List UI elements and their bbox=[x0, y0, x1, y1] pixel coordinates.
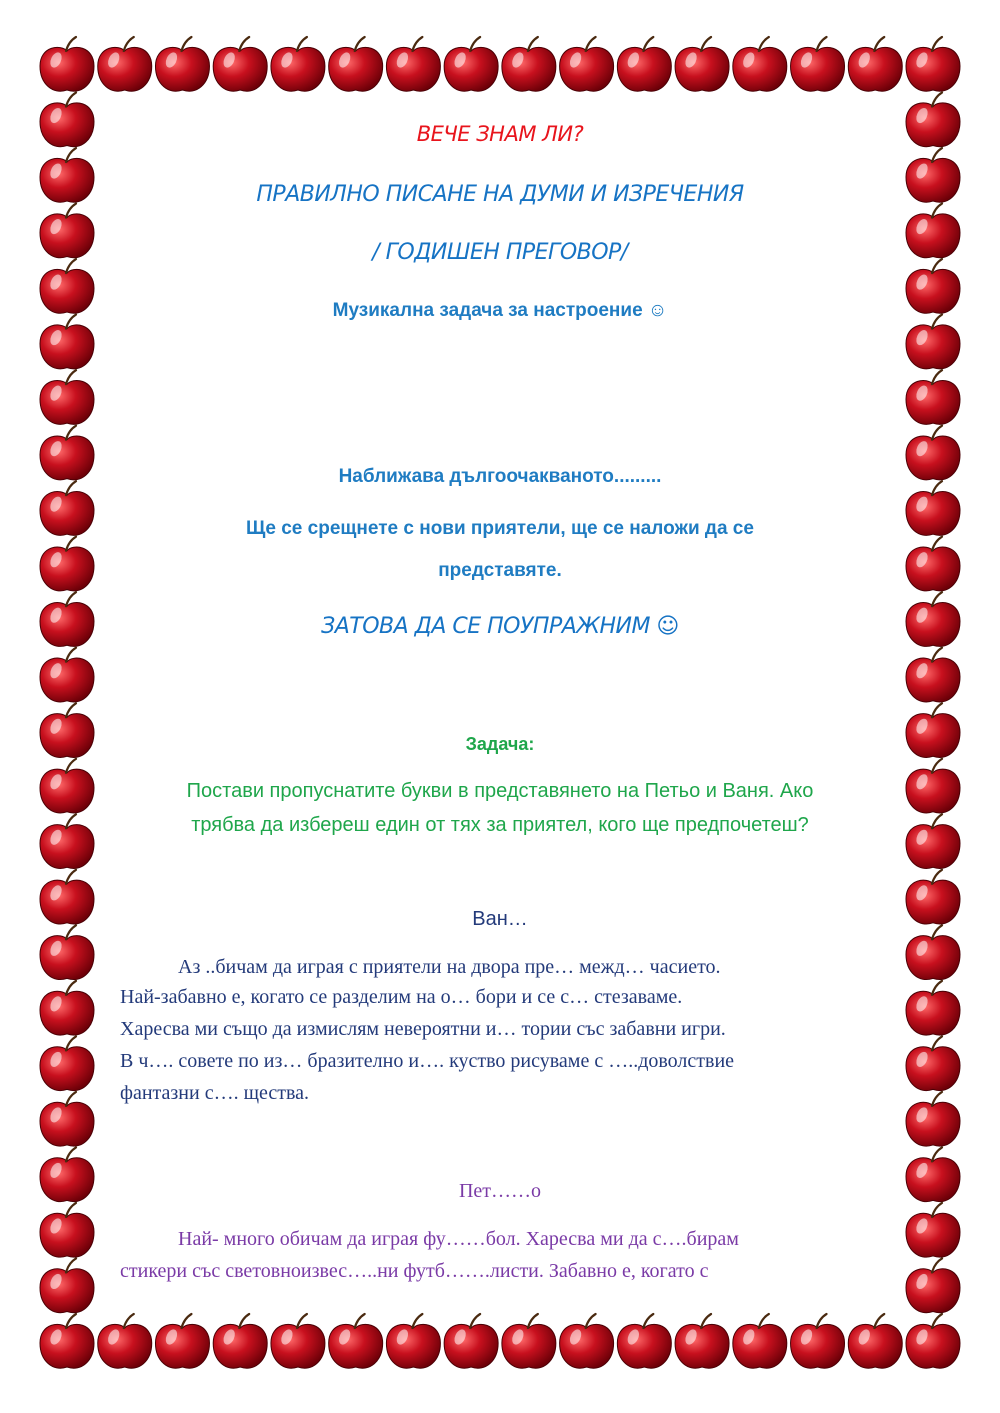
apple-icon bbox=[40, 703, 94, 757]
apple-icon bbox=[155, 37, 209, 91]
vanya-text-line: фантазни с…. щества. bbox=[120, 1082, 310, 1104]
apple-icon bbox=[502, 1314, 556, 1368]
apple-icon bbox=[40, 870, 94, 924]
petyo-heading: Пет……о bbox=[458, 1180, 542, 1202]
apple-icon bbox=[40, 148, 94, 202]
petyo-text-line: стикери със световноизвес…..ни футб…….листи. Забавно е, когато с bbox=[120, 1260, 709, 1282]
apple-icon bbox=[40, 537, 94, 591]
apple-icon bbox=[906, 1203, 960, 1257]
apple-icon bbox=[40, 481, 94, 535]
task-line-2: трябва да избереш един от тях за приятел, кого ще предпочетеш? bbox=[191, 814, 809, 836]
apple-icon bbox=[848, 37, 902, 91]
apple-icon bbox=[40, 1203, 94, 1257]
task-label: Задача: bbox=[465, 734, 535, 754]
intro-line-2: Ще се срещнете с нови приятели, ще се наложи да се bbox=[246, 518, 754, 539]
apple-icon bbox=[906, 1092, 960, 1146]
apple-icon bbox=[906, 148, 960, 202]
apple-icon bbox=[40, 1036, 94, 1090]
apple-icon bbox=[906, 759, 960, 813]
apple-icon bbox=[386, 1314, 440, 1368]
apple-icon bbox=[906, 370, 960, 424]
apple-icon bbox=[906, 1036, 960, 1090]
apple-icon bbox=[98, 1314, 152, 1368]
apple-icon bbox=[733, 37, 787, 91]
apple-icon bbox=[906, 1258, 960, 1312]
apple-icon bbox=[906, 37, 960, 91]
apple-icon bbox=[155, 1314, 209, 1368]
apple-icon bbox=[40, 93, 94, 147]
apple-icon bbox=[40, 759, 94, 813]
apple-icon bbox=[40, 370, 94, 424]
apple-icon bbox=[733, 1314, 787, 1368]
apple-icon bbox=[617, 37, 671, 91]
intro-line-1: Наближава дългоочакваното......... bbox=[338, 466, 662, 487]
apple-icon bbox=[386, 37, 440, 91]
apple-icon bbox=[213, 1314, 267, 1368]
apple-icon bbox=[906, 481, 960, 535]
apple-icon bbox=[906, 204, 960, 258]
apple-icon bbox=[906, 814, 960, 868]
apple-icon bbox=[213, 37, 267, 91]
subtitle: ПРАВИЛНО ПИСАНЕ НА ДУМИ И ИЗРЕЧЕНИЯ bbox=[256, 182, 744, 207]
apple-icon bbox=[40, 37, 94, 91]
apple-icon bbox=[906, 315, 960, 369]
apple-icon bbox=[906, 1314, 960, 1368]
apple-icon bbox=[791, 37, 845, 91]
apple-icon bbox=[848, 1314, 902, 1368]
apple-icon bbox=[40, 925, 94, 979]
apple-icon bbox=[906, 925, 960, 979]
apple-icon bbox=[906, 259, 960, 313]
apple-icon bbox=[906, 537, 960, 591]
apple-icon bbox=[675, 37, 729, 91]
apple-icon bbox=[40, 1092, 94, 1146]
page-title: ВЕЧЕ ЗНАМ ЛИ? bbox=[416, 122, 584, 146]
apple-icon bbox=[40, 814, 94, 868]
apple-icon bbox=[791, 1314, 845, 1368]
apple-icon bbox=[906, 870, 960, 924]
apple-icon bbox=[906, 93, 960, 147]
apple-icon bbox=[40, 204, 94, 258]
apple-icon bbox=[40, 259, 94, 313]
apple-icon bbox=[560, 1314, 614, 1368]
apple-icon bbox=[906, 648, 960, 702]
apple-icon bbox=[98, 37, 152, 91]
apple-icon bbox=[40, 1314, 94, 1368]
apple-icon bbox=[906, 592, 960, 646]
apple-icon bbox=[271, 1314, 325, 1368]
vanya-text-line: В ч…. совете по из… бразително и…. куство рисуваме с …..доволствие bbox=[120, 1050, 735, 1072]
apple-icon bbox=[906, 426, 960, 480]
apple-icon bbox=[40, 426, 94, 480]
apple-icon bbox=[906, 981, 960, 1035]
apple-icon bbox=[40, 592, 94, 646]
apple-icon bbox=[40, 1258, 94, 1312]
vanya-text-line: Най-забавно е, когато се разделим на о… бори и се с… стезаваме. bbox=[120, 986, 683, 1008]
subtitle-review: / ГОДИШЕН ПРЕГОВОР/ bbox=[372, 240, 628, 265]
apple-icon bbox=[444, 1314, 498, 1368]
apple-icon bbox=[444, 37, 498, 91]
apple-icon bbox=[40, 981, 94, 1035]
apple-icon bbox=[40, 315, 94, 369]
apple-icon bbox=[675, 1314, 729, 1368]
vanya-heading: Ван… bbox=[472, 908, 528, 930]
apple-icon bbox=[329, 37, 383, 91]
music-task: Музикална задача за настроение ☺ bbox=[332, 300, 668, 321]
vanya-text-line: Аз ..бичам да играя с приятели на двора пре… межд… часиeто. bbox=[178, 956, 721, 978]
apple-icon bbox=[40, 648, 94, 702]
apple-icon bbox=[617, 1314, 671, 1368]
apple-icon bbox=[271, 37, 325, 91]
task-line-1: Постави пропуснатите букви в представянето на Петьо и Ваня. Ако bbox=[186, 780, 814, 802]
apple-icon bbox=[560, 37, 614, 91]
exercise-call: ЗАТОВА ДА СЕ ПОУПРАЖНИМ ☺ bbox=[321, 614, 679, 639]
apple-icon bbox=[906, 703, 960, 757]
intro-line-3: представяте. bbox=[438, 560, 562, 581]
apple-icon bbox=[502, 37, 556, 91]
apple-icon bbox=[329, 1314, 383, 1368]
petyo-text-line: Най- много обичам да играя фу……бол. Харесва ми да с….бирам bbox=[178, 1228, 739, 1250]
vanya-text-line: Харесва ми също да измислям невероятни и… тории със забавни игри. bbox=[120, 1018, 726, 1040]
